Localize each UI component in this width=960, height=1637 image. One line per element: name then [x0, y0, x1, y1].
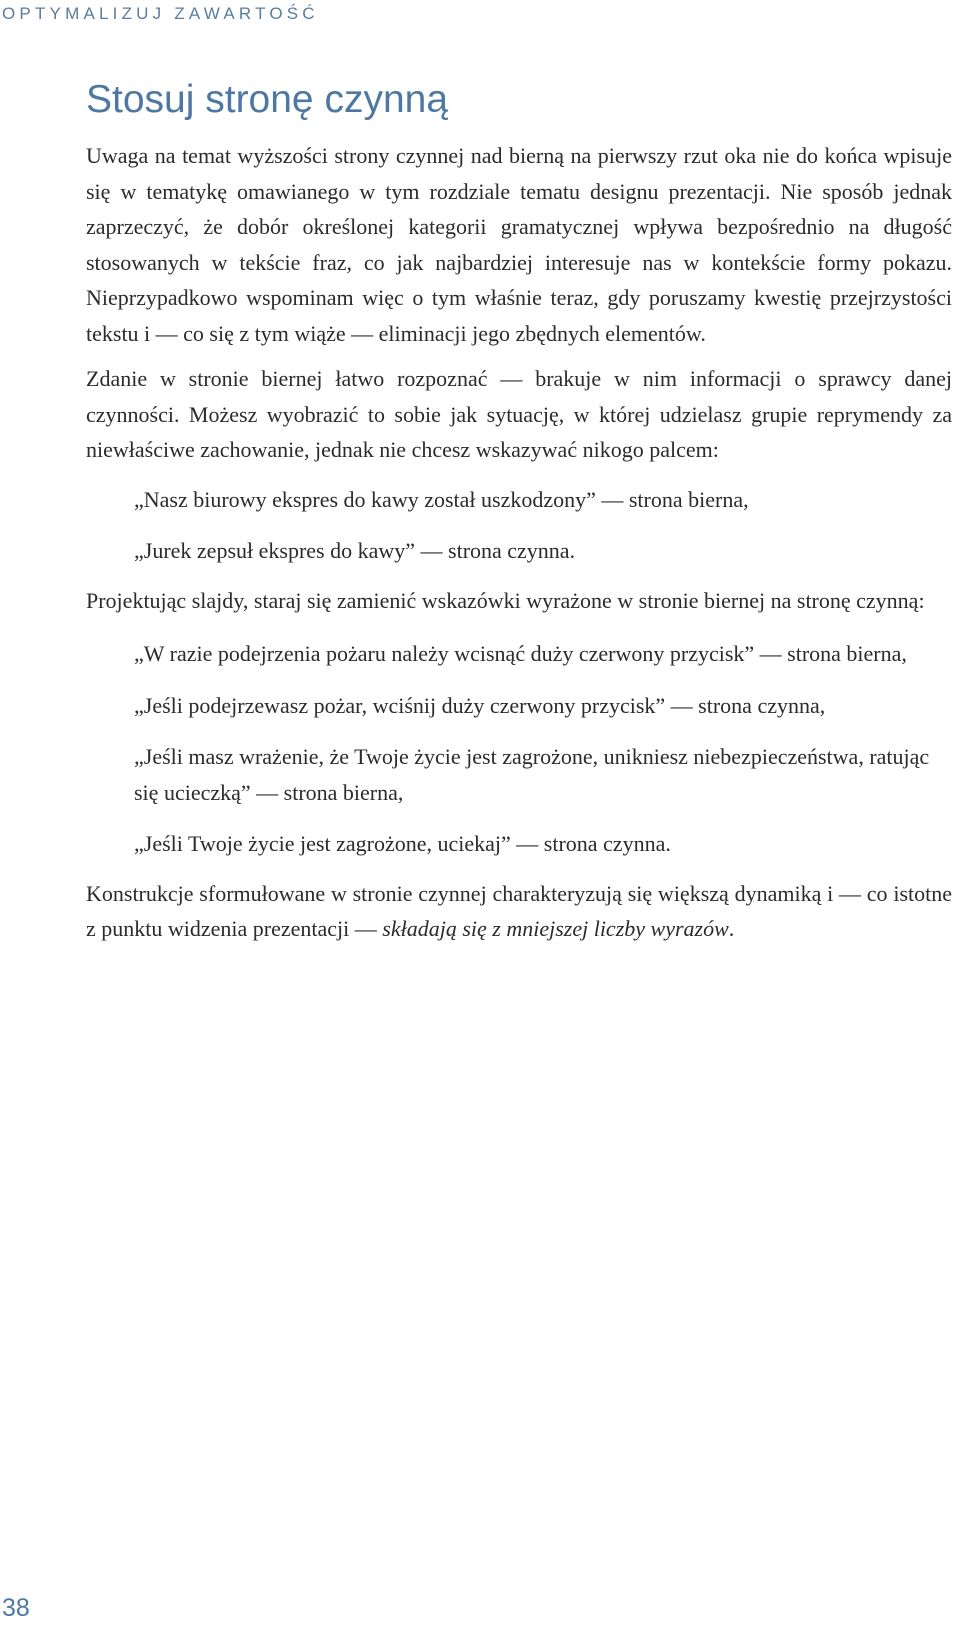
- example-item: „Jeśli podejrzewasz pożar, wciśnij duży czerwony przycisk” — strona czynna,: [134, 692, 826, 718]
- example-item: „Nasz biurowy ekspres do kawy został uszkodzony” — strona bierna,: [134, 486, 749, 512]
- example-list: [86, 482, 952, 569]
- page-content: [86, 74, 952, 947]
- example-list: [86, 636, 952, 862]
- example-item: „Jeśli masz wrażenie, że Twoje życie jest zagrożone, unikniesz niebezpieczeństwa, ratując się ucieczką” — strona bierna,: [134, 744, 930, 805]
- paragraph-conclusion: [86, 876, 952, 947]
- paragraph-passive-voice: Zdanie w stronie biernej łatwo rozpoznać — brakuje w nim informacji o sprawcy danej czynności. Możesz wyobrazić to sobie jak sytuację, w której udzielasz grupie reprymendy za niewłaściwe zachowanie, jednak nie chcesz wskazywać nikogo palcem:: [86, 366, 952, 462]
- paragraph-intro: Uwaga na temat wyższości strony czynnej nad bierną na pierwszy rzut oka nie do końca wpisuje się w tematykę omawianego w tym rozdziale tematu designu prezentacji. Nie sposób jednak zaprzeczyć, że dobór określonej kategorii gramatycznej wpływa bezpośrednio na długość stosowanych w tekście fraz, co jak najbardziej interesuje nas w kontekście formy pokazu. Nieprzypadkowo wspominam więc o tym właśnie teraz, gdy poruszamy kwestię przejrzystości tekstu i — co się z tym wiąże — eliminacji jego zbędnych elementów.: [86, 143, 952, 346]
- example-item: „Jurek zepsuł ekspres do kawy” — strona czynna.: [134, 538, 576, 563]
- conclusion-text: Konstrukcje sformułowane w stronie czynnej charakteryzują się większą dynamiką i — co istotne z punktu widzenia prezentacji —: [86, 880, 952, 941]
- conclusion-end: .: [728, 916, 735, 941]
- paragraph-slides-advice: Projektując slajdy, staraj się zamienić wskazówki wyrażone w stronie biernej na stronę czynną:: [86, 587, 925, 613]
- example-item: „W razie podejrzenia pożaru należy wcisnąć duży czerwony przycisk” — strona bierna,: [134, 641, 907, 666]
- conclusion-emphasis: składają się z mniejszej liczby wyrazów: [382, 916, 729, 941]
- example-item: „Jeśli Twoje życie jest zagrożone, uciekaj” — strona czynna.: [134, 831, 671, 856]
- running-head: OPTYMALIZUJ ZAWARTOŚĆ: [2, 4, 319, 23]
- section-title: Stosuj stronę czynną: [86, 78, 449, 121]
- page-number: 38: [2, 1594, 30, 1622]
